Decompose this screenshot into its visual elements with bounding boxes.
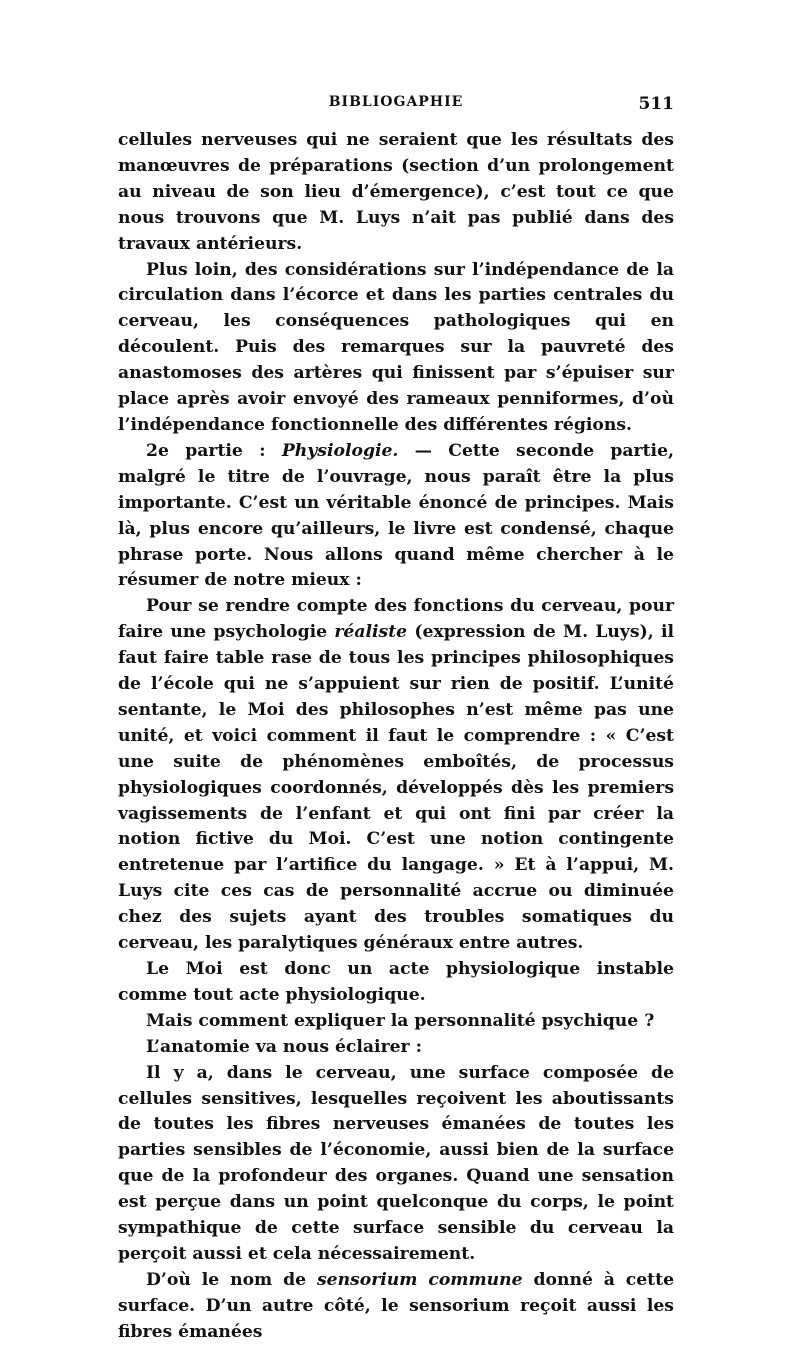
italic-text: sensorium commune xyxy=(316,1269,523,1290)
paragraph-text: D’où le nom de xyxy=(146,1269,317,1290)
paragraph xyxy=(118,1061,674,1268)
italic-text: réaliste xyxy=(334,622,408,643)
paragraph xyxy=(118,1009,674,1035)
italic-text: Physiologie. xyxy=(281,440,399,461)
document-page xyxy=(118,94,674,1346)
paragraph xyxy=(118,1035,674,1061)
paragraph-text: (expression de M. Luys), il faut faire table rase de tous les principes philosophiques de l’école qui ne s’appuient sur rien de positif. L’unité sentante, le Moi des philosophes n’est même pas une unité, et voici comment il faut le comprendre : « C’est une suite de phénomènes emboîtés, de processus physiologiques coordonnés, développés dès les premiers vagissements de l’enfant et qui ont fini par créer la notion fictive du Moi. C’est une notion contingente entretenue par l’artifice du langage. » Et à l’appui, M. Luys cite ces cas de personnalité accrue ou diminuée chez des sujets ayant des troubles somatiques du cerveau, les paralytiques généraux entre autres. xyxy=(118,622,675,954)
paragraph-text: L’anatomie va nous éclairer : xyxy=(146,1036,422,1057)
paragraph xyxy=(118,594,674,957)
paragraph-text: Le Moi est donc un acte physiologique instable comme tout acte physiologique. xyxy=(118,959,674,1005)
paragraph xyxy=(118,258,674,439)
paragraph xyxy=(118,439,674,594)
paragraph-text: Il y a, dans le cerveau, une surface composée de cellules sensitives, lesquelles reçoivent les aboutissants de toutes les fibres nerveuses émanées de toutes les parties sensibles de l’économie, aussi bien de la surface que de la profondeur des organes. Quand une sensation est perçue dans un point quelconque du corps, le point sympathique de cette surface sensible du cerveau la perçoit aussi et cela nécessairement. xyxy=(118,1062,674,1264)
paragraph xyxy=(118,1268,674,1346)
paragraph-text: donné à cette surface. D’un autre côté, le sensorium reçoit aussi les fibres émanées xyxy=(118,1269,675,1342)
header-title: BIBLIOGAPHIE xyxy=(328,94,464,110)
paragraph-text: Mais comment expliquer la personnalité psychique ? xyxy=(146,1010,655,1031)
paragraph xyxy=(118,957,674,1009)
paragraph-text: 2e partie : xyxy=(146,440,282,461)
paragraph xyxy=(118,128,674,258)
running-header xyxy=(118,94,674,116)
paragraph-text: Pour se rendre compte des fonctions du cerveau, pour faire une psychologie xyxy=(118,596,674,643)
body-text xyxy=(118,128,674,1346)
paragraph-text: cellules nerveuses qui ne seraient que les résultats des manœuvres de préparations (section d’un prolongement au niveau de son lieu d’émergence), c’est tout ce que nous trouvons que M. Luys n’ait pas publié dans des travaux antérieurs. xyxy=(118,130,674,254)
paragraph-text: Plus loin, des considérations sur l’indépendance de la circulation dans l’écorce et dans les parties centrales du cerveau, les conséquences pathologiques qui en découlent. Puis des remarques sur la pauvreté des anastomoses des artères qui finissent par s’épuiser sur place après avoir envoyé des rameaux penniformes, d’où l’indépendance fonctionnelle des différentes régions. xyxy=(118,259,674,435)
page-number: 511 xyxy=(638,94,674,114)
paragraph-text: — Cette seconde partie, malgré le titre de l’ouvrage, nous paraît être la plus importante. C’est un véritable énoncé de principes. Mais là, plus encore qu’ailleurs, le livre est condensé, chaque phrase porte. Nous allons quand même chercher à le résumer de notre mieux : xyxy=(118,440,674,591)
